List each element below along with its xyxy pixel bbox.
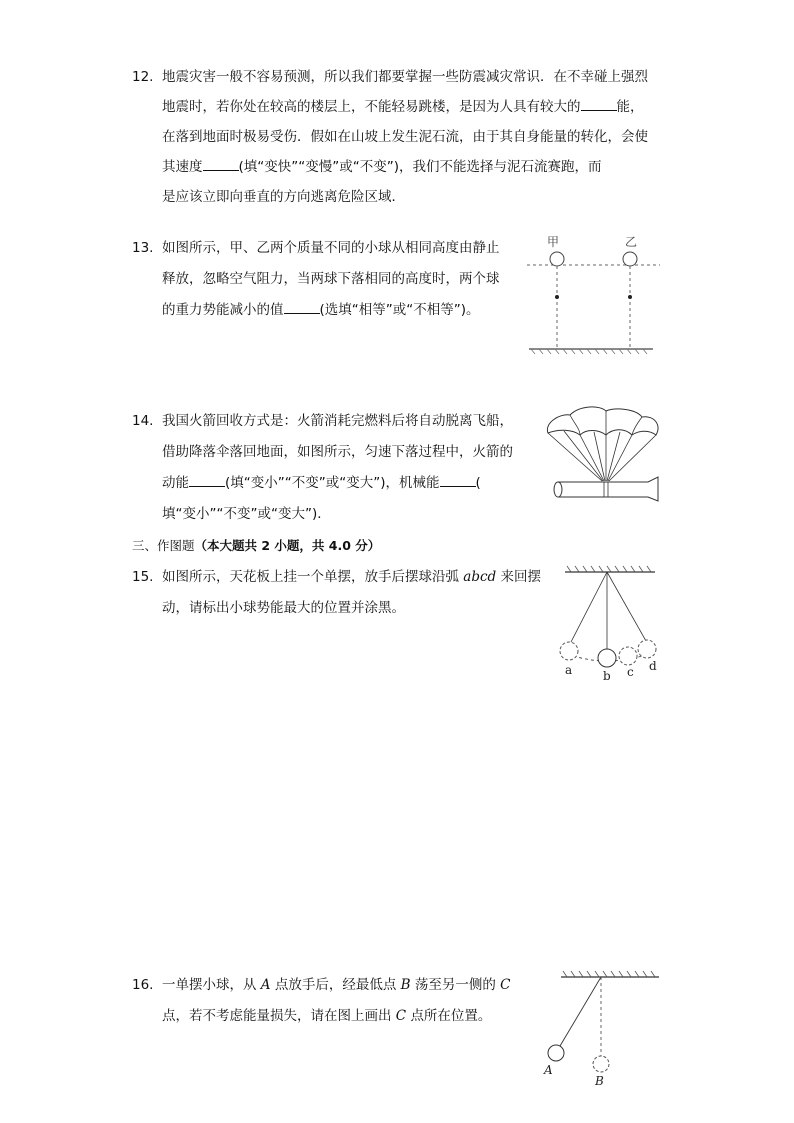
ball-position-b: [598, 649, 616, 667]
label-B: B: [595, 1074, 604, 1088]
ceiling-hatch: [567, 566, 651, 572]
ceiling-hatch: [563, 971, 655, 977]
question-text-line: 在落到地面时极易受伤．假如在山坡上发生泥石流，由于其自身能量的转化，会使: [162, 129, 648, 145]
question-text-line: 其速度 (填“变快”“变慢”或“不变”)，我们不能选择与泥石流赛跑，而: [162, 153, 602, 181]
ball-position-d: [638, 640, 656, 658]
question-text-line: 动能 (填“变小”“不变”或“变大”)，机械能 (: [162, 469, 481, 497]
question-text-line: 点，若不考虑能量损失，请在图上画出 C 点所在位置。: [162, 1008, 492, 1024]
answer-blank[interactable]: [189, 472, 225, 487]
label-yi: 乙: [625, 235, 638, 249]
question-text-line: 如图所示，天花板上挂一个单摆，放手后摆球沿弧 abcd 来回摆: [162, 569, 541, 585]
ball-position-a: [548, 1045, 564, 1061]
question-number: 16.: [132, 977, 154, 993]
question-text-line: 的重力势能减小的值 (选填“相等”或“不相等”)。: [162, 296, 480, 324]
question-number: 14.: [132, 413, 154, 429]
parachute-canopy: [547, 407, 658, 435]
parachute-rocket-figure: [540, 405, 665, 513]
question-text-line: 我国火箭回收方式是：火箭消耗完燃料后将自动脱离飞船，: [162, 413, 513, 429]
question-16: [132, 971, 532, 1031]
string-d: [607, 572, 646, 641]
question-number: 15.: [132, 569, 154, 585]
question-text-line: 释放，忽略空气阻力，当两球下落相同的高度时，两个球: [162, 271, 500, 287]
label-c: c: [627, 665, 634, 679]
rocket-nose: [554, 482, 562, 497]
question-text-line: 一单摆小球，从 A 点放手后，经最低点 B 荡至另一侧的 C: [162, 977, 511, 993]
answer-blank[interactable]: [581, 96, 617, 111]
dot-jia: [555, 295, 559, 299]
section-heading: [132, 536, 380, 556]
ball-position-c: [619, 647, 637, 665]
question-number: 13.: [132, 240, 154, 256]
label-b: b: [603, 669, 611, 683]
question-number: 12.: [132, 69, 154, 85]
string-a: [560, 977, 601, 1046]
question-14: [132, 407, 532, 529]
label-A: A: [544, 1063, 553, 1077]
label-jia: 甲: [547, 235, 560, 249]
label-d: d: [649, 659, 657, 673]
question-text-line: 地震时，若你处在较高的楼层上，不能轻易跳楼，是因为人具有较大的 能，: [162, 93, 644, 121]
section-note: （本大题共 2 小题，共 4.0 分）: [194, 538, 381, 553]
ground-hatch: [531, 349, 647, 354]
pendulum-ab-figure: [535, 963, 665, 1088]
label-a: a: [565, 663, 573, 677]
dot-yi: [628, 295, 632, 299]
ball-position-b: [593, 1056, 609, 1072]
answer-blank[interactable]: [284, 299, 320, 314]
question-12: [132, 63, 672, 213]
section-title: 三、作图题: [132, 538, 195, 553]
question-text-line: 借助降落伞落回地面，如图所示，匀速下落过程中，火箭的: [162, 444, 513, 460]
question-13: [132, 234, 512, 324]
pendulum-abcd-figure: [555, 560, 665, 685]
question-text-line: 地震灾害一般不容易预测，所以我们都要掌握一些防震减灾常识．在不幸碰上强烈: [162, 69, 648, 85]
ball-yi: [623, 252, 637, 266]
ball-position-a: [560, 642, 578, 660]
falling-balls-figure: [525, 228, 665, 356]
parachute-lines: [548, 431, 656, 481]
answer-blank[interactable]: [440, 472, 476, 487]
question-text-line: 是应该立即向垂直的方向逃离危险区域．: [162, 189, 405, 205]
question-text-line: 填“变小”“不变”或“变大”)．: [162, 506, 331, 522]
ball-jia: [550, 252, 564, 266]
question-text-line: 如图所示，甲、乙两个质量不同的小球从相同高度由静止: [162, 240, 500, 256]
question-text-line: 动，请标出小球势能最大的位置并涂黑。: [162, 600, 405, 616]
string-a: [571, 572, 607, 642]
question-15: [132, 563, 541, 623]
answer-blank[interactable]: [203, 156, 239, 171]
